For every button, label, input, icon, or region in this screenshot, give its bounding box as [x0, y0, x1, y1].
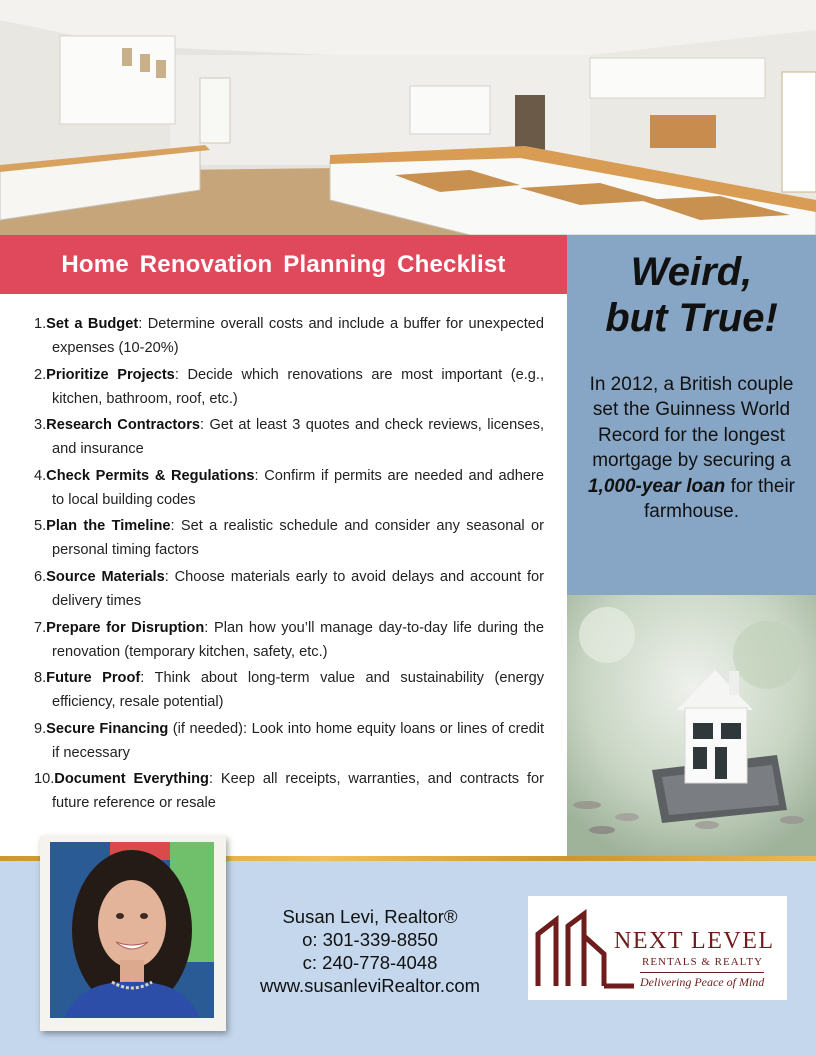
checklist-item [34, 717, 544, 765]
item-number: 8. [34, 670, 47, 687]
item-text: : Get at least 3 quotes and check reviews, licenses, and insurance [52, 417, 544, 458]
item-number: 7. [34, 619, 47, 636]
checklist-item [34, 565, 544, 613]
item-heading: Document Everything [54, 771, 209, 788]
item-number: 6. [34, 568, 47, 585]
item-text: : Confirm if permits are needed and adhere to local building codes [52, 467, 545, 508]
house-calculator-photo [567, 595, 816, 856]
item-text: : Think about long-term value and sustainability (energy efficiency, resale potential) [52, 670, 544, 711]
item-heading: Set a Budget [46, 316, 139, 332]
fact-body [581, 372, 802, 524]
logo-subtitle: RENTALS & REALTY [642, 956, 764, 968]
checklist-item [34, 413, 544, 461]
item-number: 5. [34, 518, 47, 535]
title-banner [0, 235, 567, 294]
logo-tagline: Delivering Peace of Mind [640, 972, 764, 990]
checklist-item [34, 464, 544, 512]
item-text: (if needed): Look into home equity loans or lines of credit if necessary [52, 720, 544, 761]
website-link[interactable]: www.susanleviRealtor.com [259, 975, 481, 996]
checklist-item [34, 363, 544, 411]
cell-phone[interactable]: c: 240-778-4048 [302, 952, 438, 973]
item-heading: Prioritize Projects [46, 366, 175, 383]
item-heading: Check Permits & Regulations [46, 467, 255, 484]
logo-name: NEXT LEVEL [614, 928, 775, 954]
checklist-item [34, 767, 544, 815]
item-text: : Choose materials early to avoid delays and account for delivery times [52, 568, 544, 609]
fact-text-end: for their farmhouse. [643, 475, 795, 523]
item-heading: Plan the Timeline [46, 518, 171, 535]
page-title: Home Renovation Planning Checklist [61, 250, 506, 278]
item-number: 4. [34, 467, 47, 484]
item-number: 2. [34, 366, 47, 383]
item-heading: Secure Financing [46, 720, 169, 737]
item-text: : Set a realistic schedule and consider any seasonal or personal timing factors [52, 518, 544, 559]
fact-text: In 2012, a British couple set the Guinness World Record for the longest mortgage by securing a [589, 374, 794, 472]
fact-emphasis: 1,000-year loan [587, 475, 726, 497]
item-text: : Keep all receipts, warranties, and contracts for future reference or resale [52, 771, 544, 812]
item-heading: Source Materials [46, 568, 165, 585]
renovation-checklist [34, 312, 544, 818]
fact-title-line1: Weird, [630, 250, 753, 294]
item-heading: Future Proof [46, 670, 141, 687]
checklist-item [34, 666, 544, 714]
hero-photo [0, 0, 816, 235]
item-number: 1. [34, 316, 47, 332]
checklist-item [34, 312, 544, 360]
office-phone[interactable]: o: 301-339-8850 [302, 929, 438, 950]
checklist-item [34, 616, 544, 664]
agent-photo [50, 842, 214, 1018]
fact-title [567, 249, 816, 341]
fact-panel [567, 235, 816, 595]
item-number: 10. [34, 771, 55, 788]
item-heading: Research Contractors [46, 417, 201, 434]
item-text: : Decide which renovations are most important (e.g., kitchen, bathroom, roof, etc.) [52, 366, 545, 407]
item-text: : Determine overall costs and include a buffer for unexpected expenses (10-20%) [52, 316, 544, 356]
company-logo [528, 896, 787, 1000]
checklist-item [34, 514, 544, 562]
item-number: 3. [34, 417, 47, 434]
contact-block [240, 905, 500, 997]
item-text: : Plan how you’ll manage day-to-day life during the renovation (temporary kitchen, safety, etc.) [52, 619, 544, 660]
item-heading: Prepare for Disruption [46, 619, 205, 636]
agent-name: Susan Levi, Realtor® [282, 906, 458, 927]
agent-photo-frame [40, 836, 226, 1031]
item-number: 9. [34, 720, 47, 737]
fact-title-line2: but True! [605, 296, 778, 340]
